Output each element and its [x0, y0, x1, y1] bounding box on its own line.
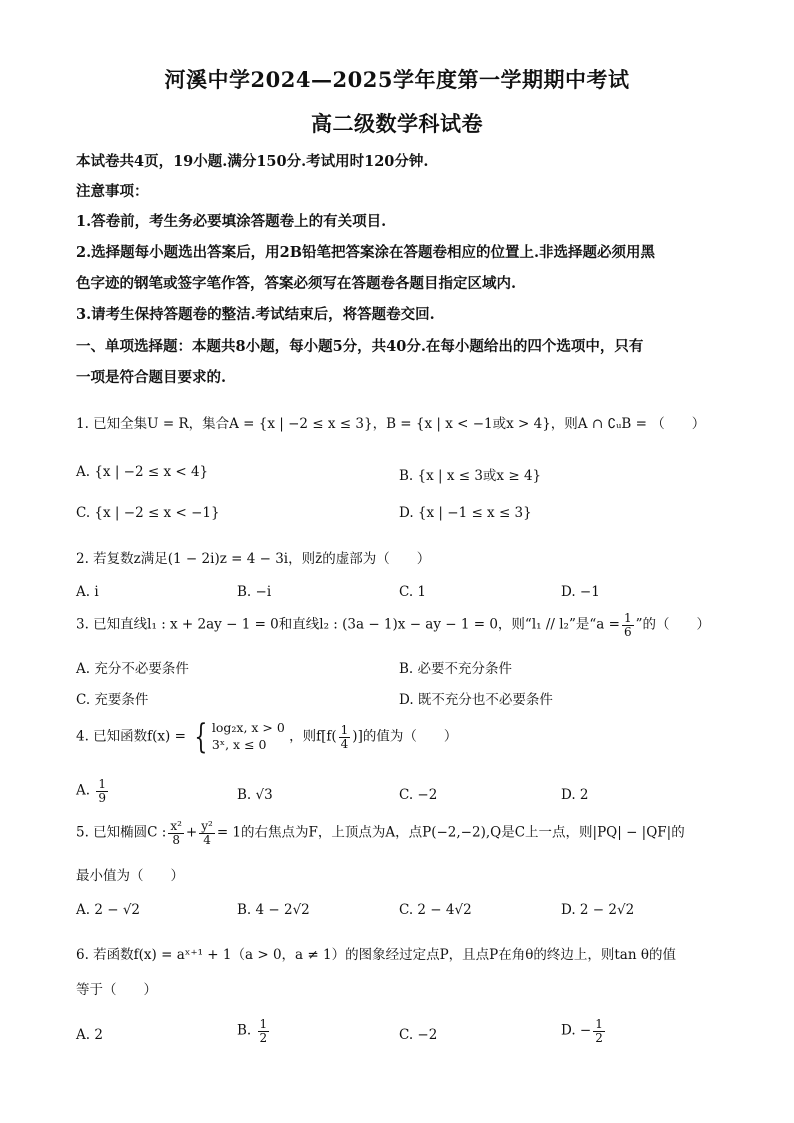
question-4-option-a: [76, 778, 110, 804]
fraction-numerator: 1: [340, 722, 349, 737]
question-3-option-d: D. 既不充分也不必要条件: [399, 692, 553, 708]
fraction-numerator: y²: [201, 819, 213, 833]
fraction-denominator: 2: [259, 1030, 268, 1045]
fraction-denominator: 2: [595, 1030, 603, 1045]
option-label: D. −: [561, 1022, 592, 1039]
question-5-option-a: A. 2 − √2: [76, 902, 141, 918]
option-a-fraction: [96, 778, 108, 804]
fraction-denominator: 9: [98, 790, 106, 805]
option-b-fraction: [258, 1018, 270, 1044]
question-5-stem-pre: 5. 已知椭圆C :: [76, 824, 167, 841]
exam-summary: 本试卷共4页，19小题.满分150分.考试用时120分钟.: [76, 153, 429, 170]
ellipse-x-fraction: [168, 820, 184, 846]
fraction-numerator: 1: [98, 777, 106, 791]
option-d-fraction: [593, 1018, 605, 1044]
piecewise-case-1: log₂x, x > 0: [211, 720, 285, 736]
fraction-denominator: 4: [340, 736, 349, 751]
question-5-option-d: D. 2 − 2√2: [561, 902, 635, 918]
fraction-numerator: 1: [259, 1017, 268, 1031]
question-6-option-a: A. 2: [76, 1027, 103, 1043]
question-5-stem-post: = 1的右焦点为F，上顶点为A，点P(−2,−2),Q是C上一点，则|PQ| − |QF|的: [216, 824, 685, 841]
question-1-option-a: A. {x | −2 ≤ x < 4}: [76, 464, 209, 480]
question-1-option-c: C. {x | −2 ≤ x < −1}: [76, 505, 220, 521]
notice-heading: 注意事项：: [76, 183, 149, 200]
piecewise-case-2: 3ˣ, x ≤ 0: [211, 737, 267, 752]
exam-subtitle: 高二级数学科试卷: [311, 111, 483, 136]
notice-item-2a: 2.选择题每小题选出答案后，用2B铅笔把答案涂在答题卷相应的位置上.非选择题必须用黑: [76, 244, 656, 261]
question-4-option-b: B. √3: [237, 787, 273, 803]
ellipse-y-fraction: [199, 820, 215, 846]
section-heading-a: 一、单项选择题：本题共8小题，每小题5分，共40分.在每小题给出的四个选项中，只有: [76, 338, 644, 355]
question-6-stem: 6. 若函数f(x) = aˣ⁺¹ + 1（a > 0，a ≠ 1）的图象经过定点P，且点P在角θ的终边上，则tan θ的值: [76, 947, 676, 963]
question-6-option-c: C. −2: [399, 1027, 438, 1043]
section-heading-b: 一项是符合题目要求的.: [76, 369, 227, 386]
question-3-option-a: A. 充分不必要条件: [76, 661, 189, 677]
notice-item-1: 1.答卷前，考生务必要填涂答题卷上的有关项目.: [76, 213, 387, 230]
question-4-stem-pre: 4. 已知函数f(x) =: [76, 728, 186, 745]
question-3-stem-pre: 3. 已知直线l₁ : x + 2ay − 1 = 0和直线l₂ : (3a − 1)x − ay − 1 = 0，则“l₁ // l₂”是“a =: [76, 616, 620, 633]
question-2-option-d: D. −1: [561, 584, 600, 600]
fraction-numerator: 1: [623, 611, 632, 625]
question-4-option-d: D. 2: [561, 787, 589, 803]
fraction-denominator: 6: [623, 624, 632, 639]
piecewise-function: [190, 717, 285, 757]
question-3-option-c: C. 充要条件: [76, 692, 149, 708]
question-2-option-a: A. i: [76, 584, 99, 600]
question-3-option-b: B. 必要不充分条件: [399, 661, 513, 677]
question-2-option-c: C. 1: [399, 584, 427, 600]
piecewise-cases: [212, 720, 285, 754]
question-1-option-b: B. {x | x ≤ 3或x ≥ 4}: [399, 468, 542, 484]
question-2-stem: 2. 若复数z满足(1 − 2i)z = 4 − 3i，则z̄的虚部为（ ）: [76, 551, 431, 567]
option-label: A.: [76, 782, 91, 799]
fraction-numerator: 1: [595, 1017, 603, 1031]
question-5-stem: [76, 820, 724, 846]
question-1-option-d: D. {x | −1 ≤ x ≤ 3}: [399, 505, 532, 521]
question-4-stem-mid: ，则f[f(: [289, 728, 337, 745]
question-2-option-b: B. −i: [237, 584, 272, 600]
fraction-denominator: 4: [203, 832, 211, 847]
question-3-stem: [76, 612, 724, 638]
question-4-stem: [76, 717, 724, 757]
notice-item-2b: 色字迹的钢笔或签字笔作答，答案必须写在答题卷各题目指定区域内.: [76, 275, 517, 292]
question-4-option-c: C. −2: [399, 787, 438, 803]
plus-sign: +: [185, 824, 198, 841]
fraction-numerator: x²: [170, 819, 182, 833]
question-6-option-b: [237, 1018, 271, 1044]
question-6-stem-cont: 等于（ ）: [76, 982, 157, 998]
question-5-option-b: B. 4 − 2√2: [237, 902, 310, 918]
question-3-fraction: [622, 612, 634, 638]
question-4-fraction: [339, 724, 351, 750]
option-label: B.: [237, 1022, 252, 1039]
left-brace-icon: {: [194, 717, 208, 757]
question-1-stem: 1. 已知全集U = R，集合A = {x | −2 ≤ x ≤ 3}，B = {x | x < −1或x > 4}，则A ∩ ∁ᵤB = （ ）: [76, 416, 706, 432]
question-5-stem-cont: 最小值为（ ）: [76, 868, 184, 884]
exam-title: 河溪中学2024—2025学年度第一学期期中考试: [164, 67, 630, 92]
question-5-option-c: C. 2 − 4√2: [399, 902, 472, 918]
question-6-option-d: [561, 1018, 607, 1044]
notice-item-3: 3.请考生保持答题卷的整洁.考试结束后，将答题卷交回.: [76, 306, 435, 323]
question-4-stem-post: )]的值为（ ）: [352, 728, 458, 745]
question-3-stem-post: ”的（ ）: [635, 616, 710, 633]
fraction-denominator: 8: [172, 832, 180, 847]
